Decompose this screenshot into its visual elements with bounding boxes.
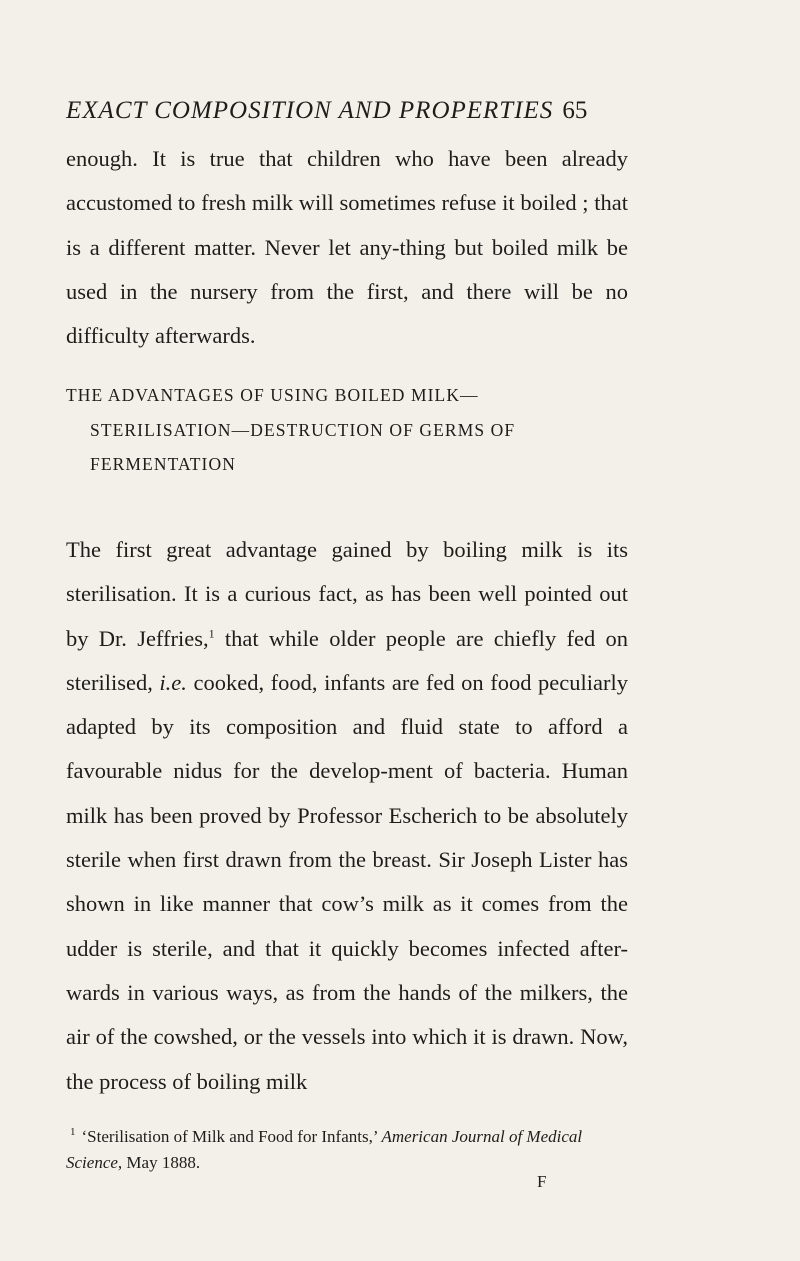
signature-mark: F	[537, 1172, 548, 1191]
footnote-mark: 1	[70, 1126, 76, 1139]
paragraph-1	[66, 137, 628, 358]
paragraph-2-part-3: cooked, food, infants are fed on food peculiarly adapted by its composition and fluid state to afford a favourable nidus for the develop-ment of bacteria. Human milk has been proved by Professor Escherich to be absolutely sterile when first drawn from the breast. Sir Joseph Lister has shown in like manner that cow’s milk as it comes from the udder is sterile, and that it quickly becomes infected after-wards in various ways, as from the hands of the milkers, the air of the cowshed, or the vessels into which it is drawn. Now, the process of boiling milk	[66, 669, 628, 1094]
section-heading-line-1: THE ADVANTAGES OF USING BOILED MILK—	[66, 385, 479, 405]
section-heading	[66, 378, 628, 482]
footnote-date: , May 1888.	[117, 1153, 201, 1172]
section-heading-line-2: STERILISATION—DESTRUCTION OF GERMS OF	[90, 419, 516, 440]
footnote	[66, 1124, 628, 1176]
section-heading-line-3: FERMENTATION	[90, 454, 236, 474]
running-title: EXACT COMPOSITION AND PROPERTIES	[66, 97, 554, 124]
ie-abbreviation: i.e.	[159, 669, 187, 695]
footnote-journal: American Journal of Medical Science	[66, 1127, 583, 1172]
running-head	[66, 96, 601, 126]
paragraph-2-part-2: that while older people are chiefly fed on sterilised,	[66, 625, 628, 695]
paragraph-2-part-1: The first great advantage gained by boiling milk is its sterilisation. It is a curious fact, as has been well pointed out by Dr. Jeffries,	[66, 537, 628, 651]
footnote-reference: 1	[208, 626, 215, 641]
paragraph-2-text	[66, 528, 628, 1104]
page-number: 65	[562, 97, 588, 124]
paragraph-2	[66, 528, 628, 1104]
footnote-text: ‘Sterilisation of Milk and Food for Infants,’	[81, 1127, 382, 1146]
paragraph-1-text: enough. It is true that children who have been already accustomed to fresh milk will sometimes refuse it boiled ; that is a different matter. Never let any-thing but boiled milk be used in the nursery from the first, and there will be no difficulty afterwards.	[66, 146, 628, 349]
